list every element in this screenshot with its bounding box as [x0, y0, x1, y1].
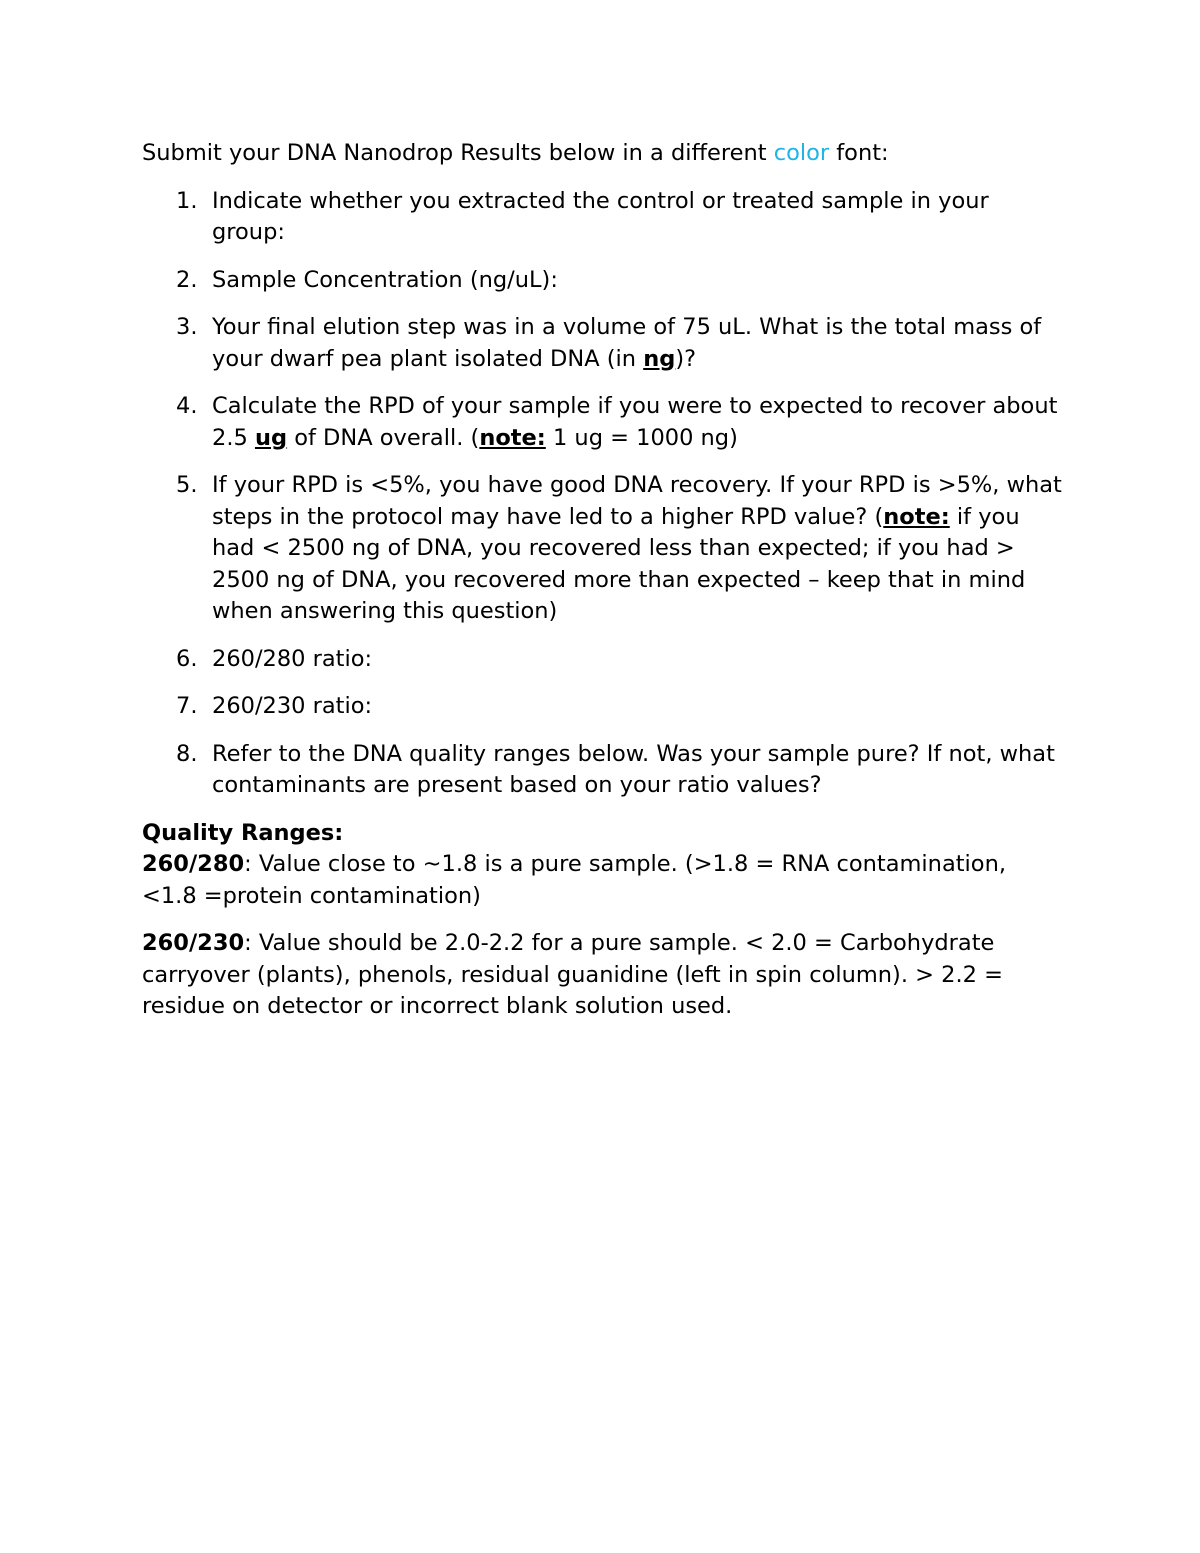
question-text: Indicate whether you extracted the control or treated sample in your group:: [212, 187, 989, 245]
question-item-4: [142, 391, 1062, 454]
question-item-7: [142, 691, 1062, 723]
question-item-2: [142, 265, 1062, 297]
question-number: 3.: [176, 314, 198, 340]
question-text: If your RPD is <5%, you have good DNA recovery. If your RPD is >5%, what steps in the protocol may have led to a higher RPD value? (: [212, 472, 1062, 530]
emphasis-ug: ug: [254, 424, 288, 451]
question-list: [142, 186, 1062, 802]
color-word: color: [773, 140, 830, 166]
range-label: 260/280: [142, 851, 245, 877]
quality-ranges-heading: Quality Ranges:: [142, 819, 344, 846]
question-number: 6.: [176, 645, 198, 672]
note-label: note:: [479, 424, 546, 451]
question-number: 4.: [176, 393, 198, 419]
question-text: Refer to the DNA quality ranges below. Was your sample pure? If not, what contaminants are present based on your ratio values?: [212, 740, 1055, 798]
question-text: of DNA overall. (: [287, 424, 480, 451]
question-number: 5.: [176, 472, 198, 498]
question-text: 260/230 ratio:: [212, 693, 373, 719]
question-item-3: [142, 312, 1062, 375]
range-260-280: [142, 849, 1062, 912]
document-page: [142, 138, 1062, 1039]
intro-text-end: font:: [829, 140, 889, 166]
question-text: Calculate the RPD of your sample if you were to expected to recover about 2.5: [212, 393, 1058, 451]
range-label: 260/230: [142, 930, 245, 956]
question-number: 2.: [176, 266, 198, 293]
range-text: : Value close to ~1.8 is a pure sample. (>1.8 = RNA contamination, <1.8 =protein contamination): [142, 851, 1006, 909]
question-item-6: [142, 644, 1062, 676]
range-260-230: [142, 928, 1062, 1023]
question-text: if you had < 2500 ng of DNA, you recovered less than expected; if you had > 2500 ng of DNA, you recovered more than expected – keep that in mind when answering this question): [212, 503, 1026, 624]
question-text: 260/280 ratio:: [212, 645, 373, 672]
question-item-5: [142, 470, 1062, 628]
emphasis-ng: ng: [643, 345, 676, 372]
question-text: Your final elution step was in a volume of 75 uL. What is the total mass of your dwarf pea plant isolated DNA (in: [212, 314, 1042, 372]
intro-line: [142, 138, 1062, 170]
question-item-8: [142, 739, 1062, 802]
note-label: note:: [883, 503, 950, 530]
range-text: : Value should be 2.0-2.2 for a pure sample. < 2.0 = Carbohydrate carryover (plants), phenols, residual guanidine (left in spin column). > 2.2 = residue on detector or incorrect blank solution used.: [142, 930, 1003, 1019]
question-item-1: [142, 186, 1062, 249]
question-text: )?: [675, 345, 697, 372]
question-number: 1.: [176, 187, 198, 214]
question-number: 7.: [176, 693, 198, 719]
intro-text: Submit your DNA Nanodrop Results below in a different: [142, 140, 774, 166]
question-text: 1 ug = 1000 ng): [545, 424, 738, 451]
question-number: 8.: [176, 740, 198, 767]
question-text: Sample Concentration (ng/uL):: [212, 266, 558, 293]
